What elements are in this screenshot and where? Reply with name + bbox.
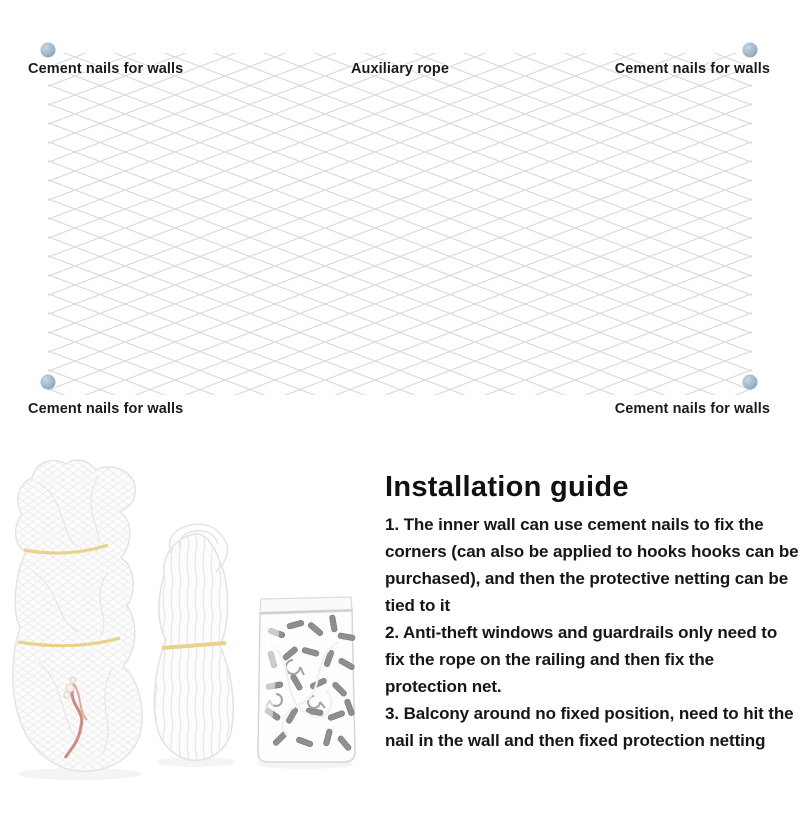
hardware-bag-photo	[258, 597, 355, 762]
nail-dot-bottom-right	[743, 375, 758, 390]
net-bundle-photo	[8, 452, 158, 782]
guide-step-2: 2. Anti-theft windows and guardrails only need to fix the rope on the railing and then fix the protection net.	[385, 623, 778, 696]
label-cement-nails-top-left: Cement nails for walls	[28, 61, 184, 77]
installation-guide	[385, 470, 800, 754]
net-mesh	[48, 53, 752, 395]
kit-contents-photo	[8, 452, 380, 797]
guide-step-1: 1. The inner wall can use cement nails to fix the corners (can also be applied to hooks hooks can be purchased), and then the protective netting can be tied to it	[385, 515, 799, 615]
guide-title: Installation guide	[385, 471, 629, 503]
nail-dot-top-right	[743, 43, 758, 58]
label-cement-nails-bottom-right: Cement nails for walls	[614, 401, 770, 417]
rope-hank-photo	[148, 524, 243, 767]
label-auxiliary-rope: Auxiliary rope	[350, 61, 450, 77]
label-cement-nails-bottom-left: Cement nails for walls	[28, 401, 184, 417]
nail-dot-top-left	[41, 43, 56, 58]
guide-step-3: 3. Balcony around no fixed position, need to hit the nail in the wall and then fixed protection netting	[385, 704, 794, 750]
label-cement-nails-top-right: Cement nails for walls	[614, 61, 770, 77]
nail-dot-bottom-left	[41, 375, 56, 390]
